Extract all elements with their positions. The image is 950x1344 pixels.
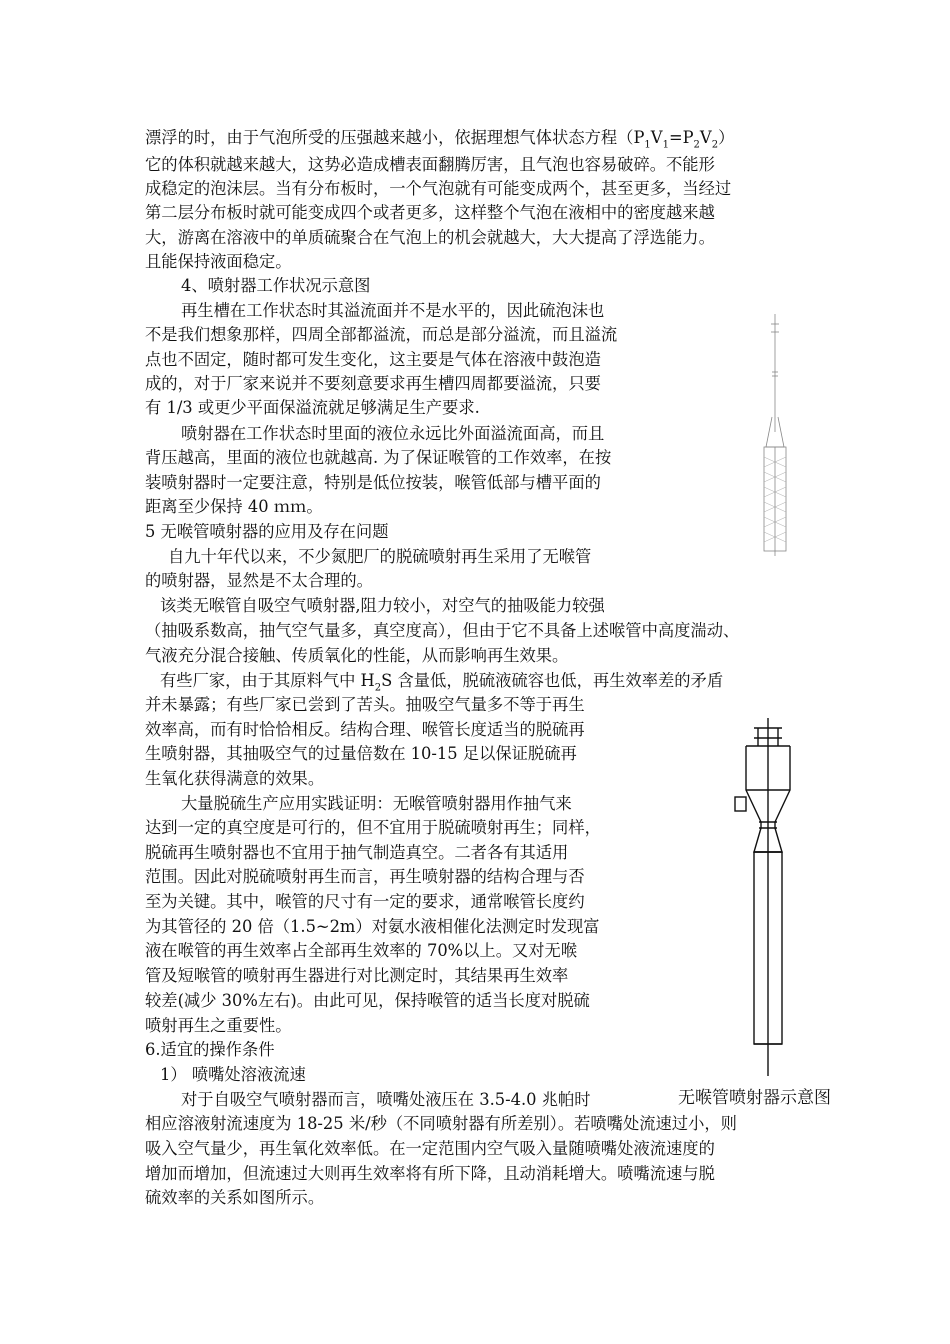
paragraph-line: （抽吸系数高，抽气空气量多，真空度高），但由于它不具备上述喉管中高度湍动、 <box>145 621 740 640</box>
paragraph-line <box>145 127 734 149</box>
paragraph-line: 背压越高，里面的液位也就越高. 为了保证喉管的工作效率，在按 <box>145 448 612 467</box>
paragraph-line: 装喷射器时一定要注意，特别是低位按装，喉管低部与槽平面的 <box>145 473 601 492</box>
paragraph-line: 气液充分混合接触、传质氧化的性能，从而影响再生效果。 <box>145 646 569 665</box>
paragraph-line: 成的，对于厂家来说并不要刻意要求再生槽四周都要溢流，只要 <box>145 374 601 393</box>
paragraph-line: 该类无喉管自吸空气喷射器,阻力较小，对空气的抽吸能力较强 <box>160 596 605 615</box>
paragraph-line: 生氧化获得满意的效果。 <box>145 769 325 788</box>
paragraph-line: 范围。因此对脱硫喷射再生而言，再生喷射器的结构合理与否 <box>145 867 585 886</box>
paragraph-line: 且能保持液面稳定。 <box>145 252 292 271</box>
paragraph-line: 吸入空气量少，再生氧化效率低。在一定范围内空气吸入量随喷嘴处液流速度的 <box>145 1139 715 1158</box>
ejector-sketch-small <box>752 312 798 557</box>
paragraph-line: 相应溶液射流速度为 18-25 米/秒（不同喷射器有所差别）。若喷嘴处流速过小，则 <box>145 1114 737 1133</box>
paragraph-line: 喷射再生之重要性。 <box>145 1016 292 1035</box>
line-text: 漂浮的时，由于气泡所受的压强越来越小，依据理想气体状态方程（ <box>145 128 634 147</box>
paragraph-line: 不是我们想象那样，四周全部都溢流，而总是部分溢流，而且溢流 <box>145 325 618 344</box>
paragraph-line: 再生槽在工作状态时其溢流面并不是水平的，因此硫泡沫也 <box>181 301 605 320</box>
paragraph-line: 有些厂家，由于其原料气中 $H_2S$ 含量低，脱硫液硫容也低，再生效率差的矛盾 <box>160 671 724 694</box>
throatless-ejector-diagram <box>726 716 816 1078</box>
paragraph-line: 自九十年代以来，不少氮肥厂的脱硫喷射再生采用了无喉管 <box>168 547 592 566</box>
section-heading: 4、喷射器工作状况示意图 <box>181 276 371 295</box>
paragraph-line: 生喷射器，其抽吸空气的过量倍数在 10-15 足以保证脱硫再 <box>145 744 577 763</box>
paragraph-line: 管及短喉管的喷射再生器进行对比测定时，其结果再生效率 <box>145 966 569 985</box>
paragraph-line: 第二层分布板时就可能变成四个或者更多，这样整个气泡在液相中的密度越来越 <box>145 203 715 222</box>
paragraph-line: 喷射器在工作状态时里面的液位永远比外面溢流面高，而且 <box>181 424 605 443</box>
paragraph-line: 大量脱硫生产应用实践证明：无喉管喷射器用作抽气来 <box>181 794 572 813</box>
paragraph-line: 为其管径的 20 倍（1.5~2m）对氨水液相催化法测定时发现富 <box>145 917 600 936</box>
figure-caption: 无喉管喷射器示意图 <box>678 1088 831 1108</box>
paragraph-line: 硫效率的关系如图所示。 <box>145 1188 325 1207</box>
paragraph-line: 成稳定的泡沫层。当有分布板时，一个气泡就有可能变成两个，甚至更多，当经过 <box>145 179 732 198</box>
paragraph-line: 点也不固定，随时都可发生变化，这主要是气体在溶液中鼓泡造 <box>145 350 601 369</box>
subsection-heading: 1） 喷嘴处溶液流速 <box>160 1065 306 1084</box>
paragraph-line: 至为关键。其中，喉管的尺寸有一定的要求，通常喉管长度约 <box>145 892 585 911</box>
paragraph-line: 大，游离在溶液中的单质硫聚合在气泡上的机会就越大，大大提高了浮选能力。 <box>145 228 715 247</box>
paragraph-line: 有 1/3 或更少平面保溢流就足够满足生产要求. <box>145 398 480 417</box>
paragraph-line: 效率高，而有时恰恰相反。结构合理、喉管长度适当的脱硫再 <box>145 720 585 739</box>
paragraph-line: 对于自吸空气喷射器而言，喷嘴处液压在 3.5-4.0 兆帕时 <box>181 1090 591 1109</box>
paragraph-line: 并未暴露；有些厂家已尝到了苦头。抽吸空气量多不等于再生 <box>145 695 585 714</box>
paragraph-line: 增加而增加，但流速过大则再生效率将有所下降，且动消耗增大。喷嘴流速与脱 <box>145 1164 715 1183</box>
paragraph-line: 液在喉管的再生效率占全部再生效率的 70%以上。又对无喉 <box>145 941 578 960</box>
section-heading: 6.适宜的操作条件 <box>145 1040 275 1059</box>
paragraph-line: 达到一定的真空度是可行的，但不宜用于脱硫喷射再生；同样， <box>145 818 601 837</box>
paragraph-line: 它的体积就越来越大，这势必造成槽表面翻腾厉害，且气泡也容易破碎。不能形 <box>145 155 715 174</box>
paragraph-line: 的喷射器，显然是不太合理的。 <box>145 571 373 590</box>
formula-p1v1: $P_1V_1=P_2V_2$） <box>633 128 735 151</box>
paragraph-line: 距离至少保持 40 ｍｍ。 <box>145 497 323 516</box>
paragraph-line: 脱硫再生喷射器也不宜用于抽气制造真空。二者各有其适用 <box>145 843 569 862</box>
section-heading: 5 无喉管喷射器的应用及存在问题 <box>145 522 389 541</box>
paragraph-line: 较差(减少 30%左右)。由此可见，保持喉管的适当长度对脱硫 <box>145 991 590 1010</box>
